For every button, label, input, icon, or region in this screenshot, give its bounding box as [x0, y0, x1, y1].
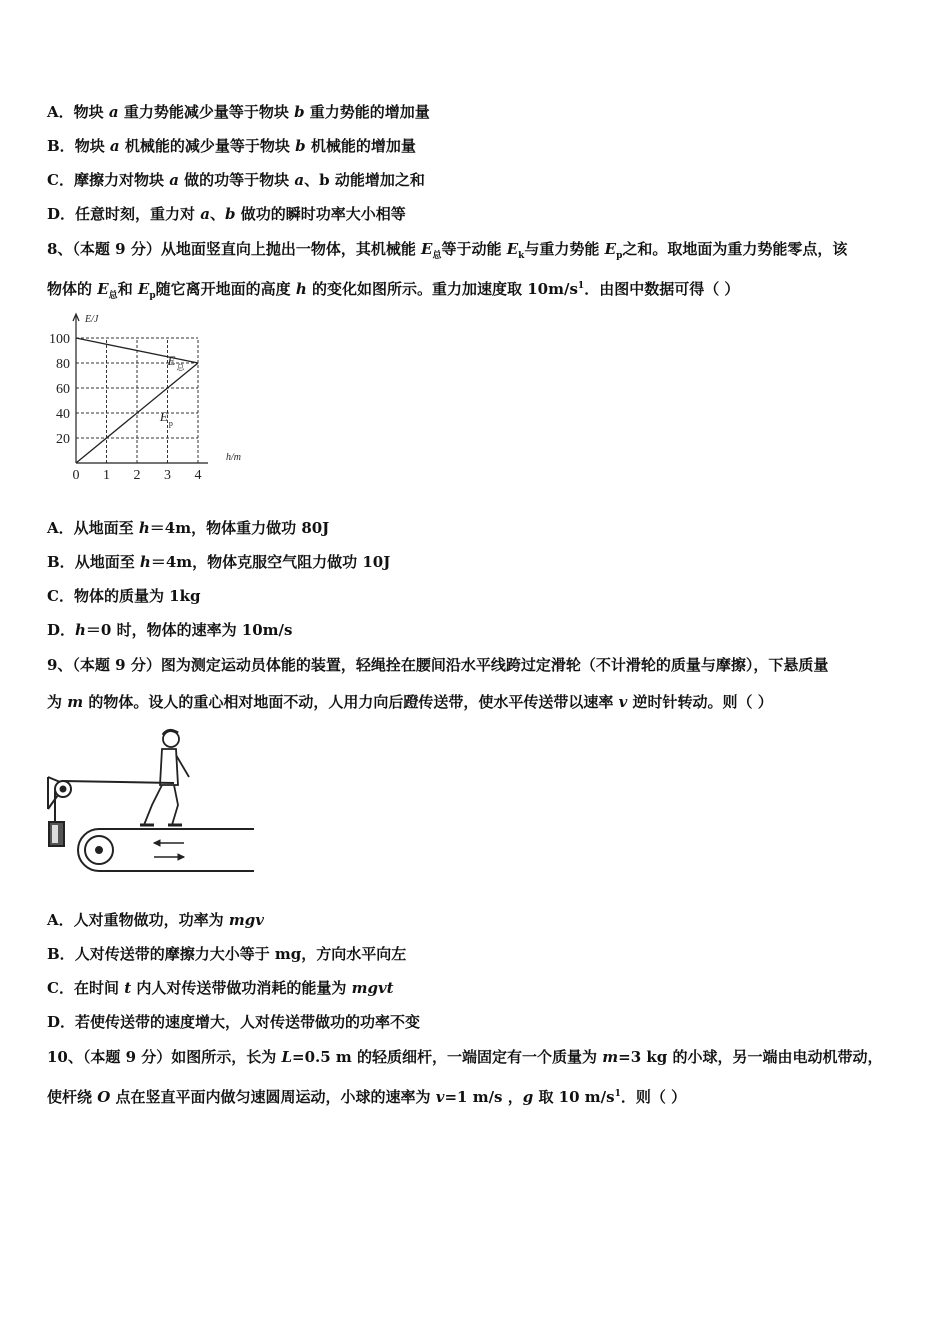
series-label-sub: p [168, 419, 173, 428]
q10-stem-line2: 使杆绕 O 点在竖直平面内做匀速圆周运动，小球的速率为 v=1 m/s ，g 取 10 $m/s^1$．则（ ） [47, 1088, 687, 1106]
y-tick-label: 100 [49, 332, 70, 347]
x-axis-label: h/m [226, 452, 241, 463]
series-label-ep: E [159, 409, 168, 424]
chart-tick-labels [49, 314, 241, 483]
q8-option-c: C．物体的质量为 1kg [47, 587, 201, 605]
runner-figure [140, 730, 189, 825]
q8-stem-line1: 8、（本题 9 分）从地面竖直向上抛出一物体，其机械能 $E_总$等于动能 $E_k$与重力势能 $E_p$之和。取地面为重力势能零点，该 [47, 240, 848, 261]
y-tick-label: 40 [56, 407, 70, 422]
q9-option-d: D．若使传送带的速度增大，人对传送带做功的功率不变 [47, 1013, 421, 1031]
treadmill-figure [44, 725, 254, 875]
series-label-e-total: E [167, 353, 176, 368]
q9-stem-line2: 为 m 的物体。设人的重心相对地面不动，人用力向后蹬传送带，使水平传送带以速率 v 逆时针转动。则（ ） [47, 693, 773, 711]
x-tick-label: 4 [194, 468, 202, 483]
y-axis-label: E/J [85, 314, 99, 325]
q8-option-b: B．从地面至 h＝4m，物体克服空气阻力做功 10J [47, 553, 391, 571]
q10-stem-line1: 10、（本题 9 分）如图所示，长为 L=0.5 m 的轻质细杆，一端固定有一个质量为 m=3 kg 的小球，另一端由电动机带动， [47, 1048, 883, 1066]
chart-labels [159, 353, 186, 428]
energy-height-chart [44, 308, 254, 488]
rope [63, 781, 174, 783]
y-tick-label: 60 [56, 382, 70, 397]
q7-option-a: A．物块 a 重力势能减少量等于物块 b 重力势能的增加量 [47, 103, 430, 121]
x-tick-label: 1 [103, 468, 110, 483]
q9-option-b: B．人对传送带的摩擦力大小等于 mg，方向水平向左 [47, 945, 407, 963]
x-tick-label: 3 [164, 468, 171, 483]
chart-gridlines [76, 338, 198, 463]
q9-option-a: A．人对重物做功，功率为 mgv [47, 911, 264, 929]
q7-option-d: D．任意时刻，重力对 a、b 做功的瞬时功率大小相等 [47, 205, 406, 223]
q8-option-a: A．从地面至 h＝4m，物体重力做功 80J [47, 519, 330, 537]
q9-option-c: C．在时间 t 内人对传送带做功消耗的能量为 mgvt [47, 979, 394, 997]
q8-stem-line2: 物体的 $E_总$和 $E_p$随它离开地面的高度 h 的变化如图所示。重力加速度取 $10m/s^1$．由图中数据可得（ ） [47, 280, 740, 301]
y-tick-label: 80 [56, 357, 70, 372]
x-tick-label: 0 [72, 468, 80, 483]
q7-option-c: C．摩擦力对物块 a 做的功等于物块 a、b 动能增加之和 [47, 171, 425, 189]
series-label-sub: 总 [176, 363, 185, 372]
q8-option-d: D．h＝0 时，物体的速率为 10m/s [47, 621, 293, 639]
conveyor-belt [78, 829, 254, 871]
q9-stem-line1: 9、（本题 9 分）图为测定运动员体能的装置，轻绳拴在腰间沿水平线跨过定滑轮（不计滑轮的质量与摩擦），下悬质量 [47, 656, 829, 674]
q7-option-b: B．物块 a 机械能的减少量等于物块 b 机械能的增加量 [47, 137, 416, 155]
y-tick-label: 20 [56, 432, 70, 447]
x-tick-label: 2 [133, 468, 141, 483]
